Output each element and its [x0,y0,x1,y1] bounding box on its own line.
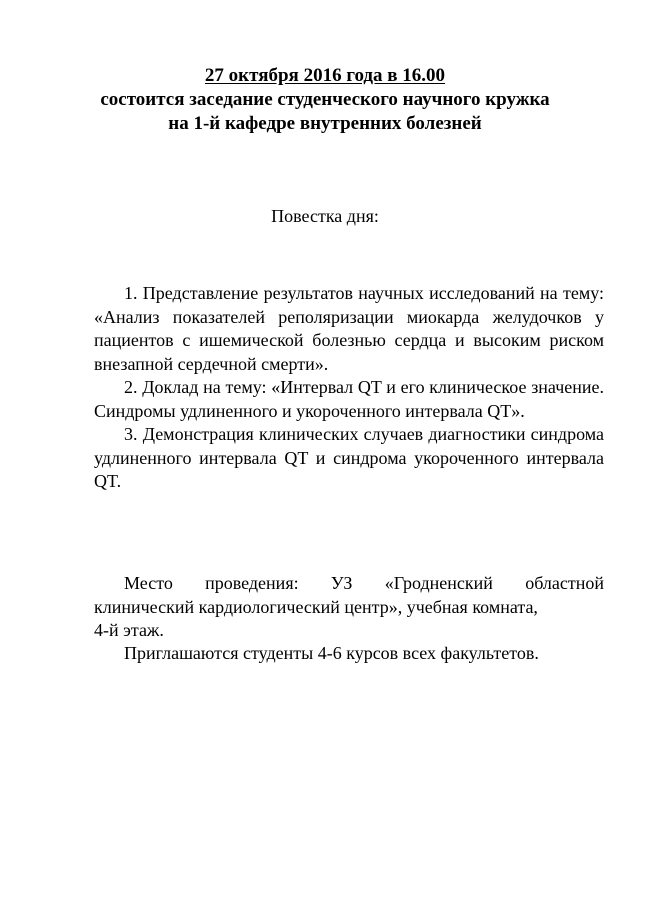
agenda-item-3: 3. Демонстрация клинических случаев диагностики синдрома удлиненного интервала QT и синдрома укороченного интервала QT. [94,424,604,491]
invitation-text: Приглашаются студенты 4-6 курсов всех факультетов. [124,643,539,663]
venue-paragraph [94,572,604,643]
agenda-item-2: 2. Доклад на тему: «Интервал QT и его клиническое значение. Синдромы удлиненного и укороченного интервала QT». [94,377,604,421]
meeting-date: 27 октября 2016 года в 16.00 [204,65,446,86]
venue-line-1: Место проведения: УЗ «Гродненский областной [124,573,604,593]
venue-line-2: клинический кардиологический центр», учебная комната, [94,596,538,617]
agenda-list [94,282,604,494]
venue-line-3: 4-й этаж. [94,620,164,640]
announcement-line: состоится заседание студенческого научного кружка [100,89,550,110]
announcement-header [0,64,650,136]
department-line: на 1-й кафедре внутренних болезней [168,113,482,134]
agenda-item-1: 1. Представление результатов научных исследований на тему: «Анализ показателей реполяризации миокарда желудочков у пациентов с ишемической болезнью сердца и высоким риском внезапной сердечной смерти». [94,283,604,374]
agenda-title: Повестка дня: [271,206,379,226]
